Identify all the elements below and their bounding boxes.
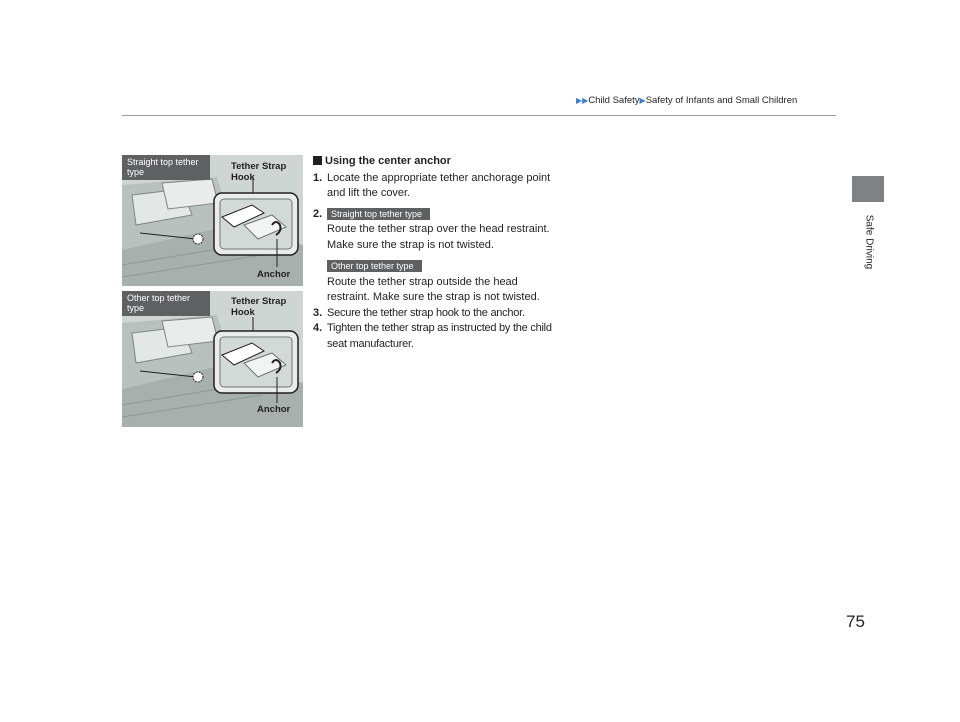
illustration-other-tether bbox=[122, 291, 303, 427]
breadcrumb-item-child-safety[interactable]: Child Safety bbox=[588, 95, 640, 106]
callout-anchor: Anchor bbox=[257, 269, 291, 280]
callout-tether-hook: Tether Strap Hook bbox=[231, 296, 287, 318]
breadcrumb bbox=[576, 95, 797, 106]
figure-tag: Other top tether type bbox=[122, 291, 210, 316]
illustration-straight-tether bbox=[122, 155, 303, 286]
square-bullet-icon bbox=[313, 156, 322, 165]
chevron-right-icon: ▶ bbox=[639, 96, 646, 105]
badge-other-tether: Other top tether type bbox=[327, 260, 422, 272]
step-1: 1. Locate the appropriate tether anchorage point and lift the cover. bbox=[313, 171, 551, 199]
badge-straight-tether: Straight top tether type bbox=[327, 208, 430, 220]
step-4: 4. Tighten the tether strap as instructed by the child seat manufacturer. bbox=[313, 322, 552, 350]
step-2-other-text: Route the tether strap outside the head restraint. Make sure the strap is not twisted. bbox=[327, 275, 540, 303]
step-2-straight-text: Route the tether strap over the head restraint. Make sure the strap is not twisted. bbox=[327, 223, 550, 251]
page-number: 75 bbox=[846, 612, 865, 631]
breadcrumb-item-safety-infants[interactable]: Safety of Infants and Small Children bbox=[645, 95, 798, 106]
step-3: 3. Secure the tether strap hook to the anchor. bbox=[313, 306, 525, 319]
step-2: 2. Straight top tether type Route the tether strap over the head restraint. Make sure the strap is not twisted. Other top tether type Route the tether strap outside the head restraint. Make sure the strap is not twisted. bbox=[313, 207, 563, 306]
chevron-right-icon: ▶▶ bbox=[576, 96, 589, 105]
step-4-text: Tighten the tether strap as instructed by the child seat manufacturer. bbox=[327, 322, 552, 350]
callout-tether-hook: Tether Strap Hook bbox=[231, 161, 287, 183]
callout-anchor: Anchor bbox=[257, 404, 291, 415]
instructions bbox=[313, 154, 563, 352]
step-1-text: Locate the appropriate tether anchorage point and lift the cover. bbox=[327, 171, 551, 199]
chapter-tab-marker bbox=[852, 176, 884, 202]
header-divider bbox=[122, 115, 836, 116]
section-heading: Using the center anchor bbox=[313, 154, 563, 170]
chapter-tab-label[interactable]: Safe Driving bbox=[863, 214, 875, 270]
figure-tag: Straight top tether type bbox=[122, 155, 210, 180]
step-3-text: Secure the tether strap hook to the anchor. bbox=[327, 306, 525, 319]
